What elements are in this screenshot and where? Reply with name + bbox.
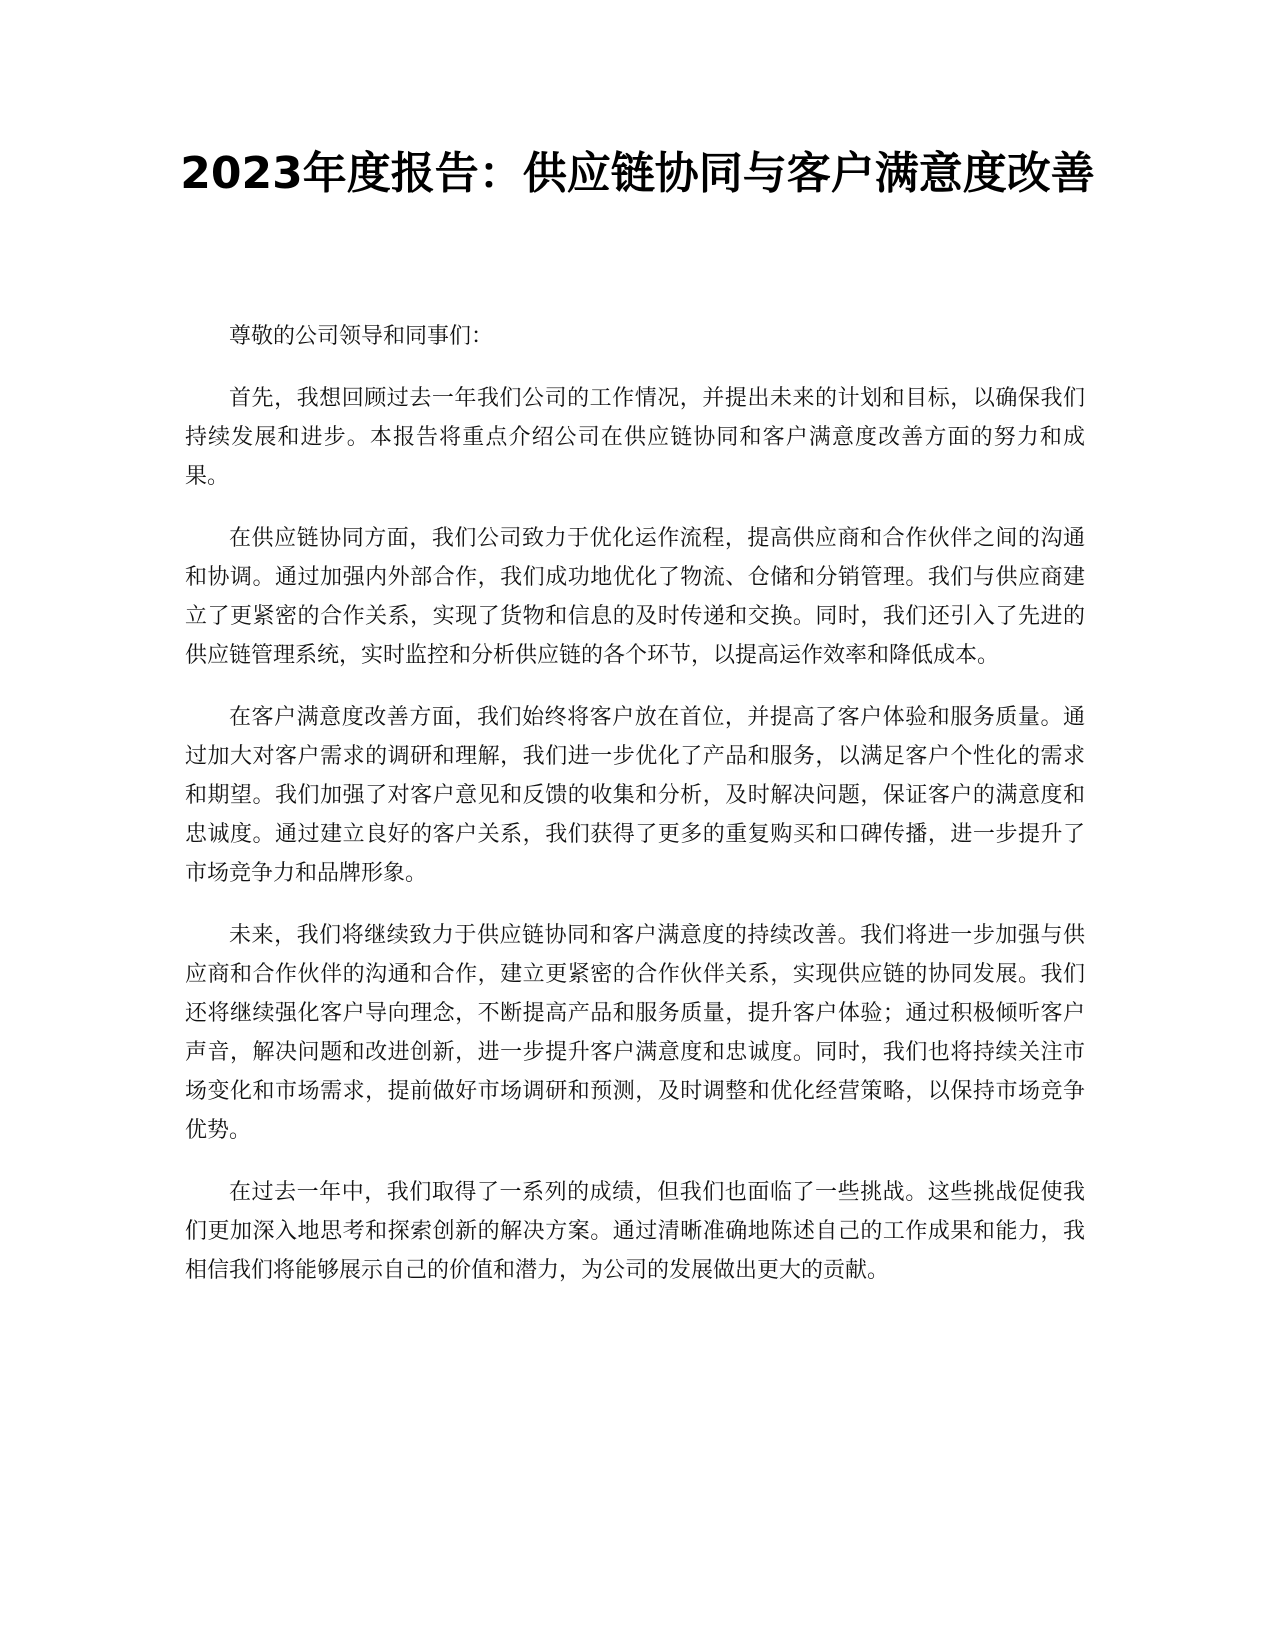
paragraph-intro: 首先，我想回顾过去一年我们公司的工作情况，并提出未来的计划和目标，以确保我们持续发展和进步。本报告将重点介绍公司在供应链协同和客户满意度改善方面的努力和成果。 [185, 386, 1085, 489]
document-body [185, 317, 1085, 1313]
paragraph-customer-satisfaction: 在客户满意度改善方面，我们始终将客户放在首位，并提高了客户体验和服务质量。通过加大对客户需求的调研和理解，我们进一步优化了产品和服务，以满足客户个性化的需求和期望。我们加强了对客户意见和反馈的收集和分析，及时解决问题，保证客户的满意度和忠诚度。通过建立良好的客户关系，我们获得了更多的重复购买和口碑传播，进一步提升了市场竞争力和品牌形象。 [185, 705, 1085, 886]
paragraph-conclusion: 在过去一年中，我们取得了一系列的成绩，但我们也面临了一些挑战。这些挑战促使我们更加深入地思考和探索创新的解决方案。通过清晰准确地陈述自己的工作成果和能力，我相信我们将能够展示自己的价值和潜力，为公司的发展做出更大的贡献。 [185, 1180, 1085, 1283]
paragraph-supply-chain: 在供应链协同方面，我们公司致力于优化运作流程，提高供应商和合作伙伴之间的沟通和协调。通过加强内外部合作，我们成功地优化了物流、仓储和分销管理。我们与供应商建立了更紧密的合作关系，实现了货物和信息的及时传递和交换。同时，我们还引入了先进的供应链管理系统，实时监控和分析供应链的各个环节，以提高运作效率和降低成本。 [185, 526, 1085, 668]
salutation: 尊敬的公司领导和同事们： [229, 324, 494, 349]
document-title: 2023年度报告：供应链协同与客户满意度改善 [180, 148, 1095, 199]
paragraph-future-plans: 未来，我们将继续致力于供应链协同和客户满意度的持续改善。我们将进一步加强与供应商和合作伙伴的沟通和合作，建立更紧密的合作伙伴关系，实现供应链的协同发展。我们还将继续强化客户导向理念，不断提高产品和服务质量，提升客户体验；通过积极倾听客户声音，解决问题和改进创新，进一步提升客户满意度和忠诚度。同时，我们也将持续关注市场变化和市场需求，提前做好市场调研和预测，及时调整和优化经营策略，以保持市场竞争优势。 [185, 923, 1085, 1143]
